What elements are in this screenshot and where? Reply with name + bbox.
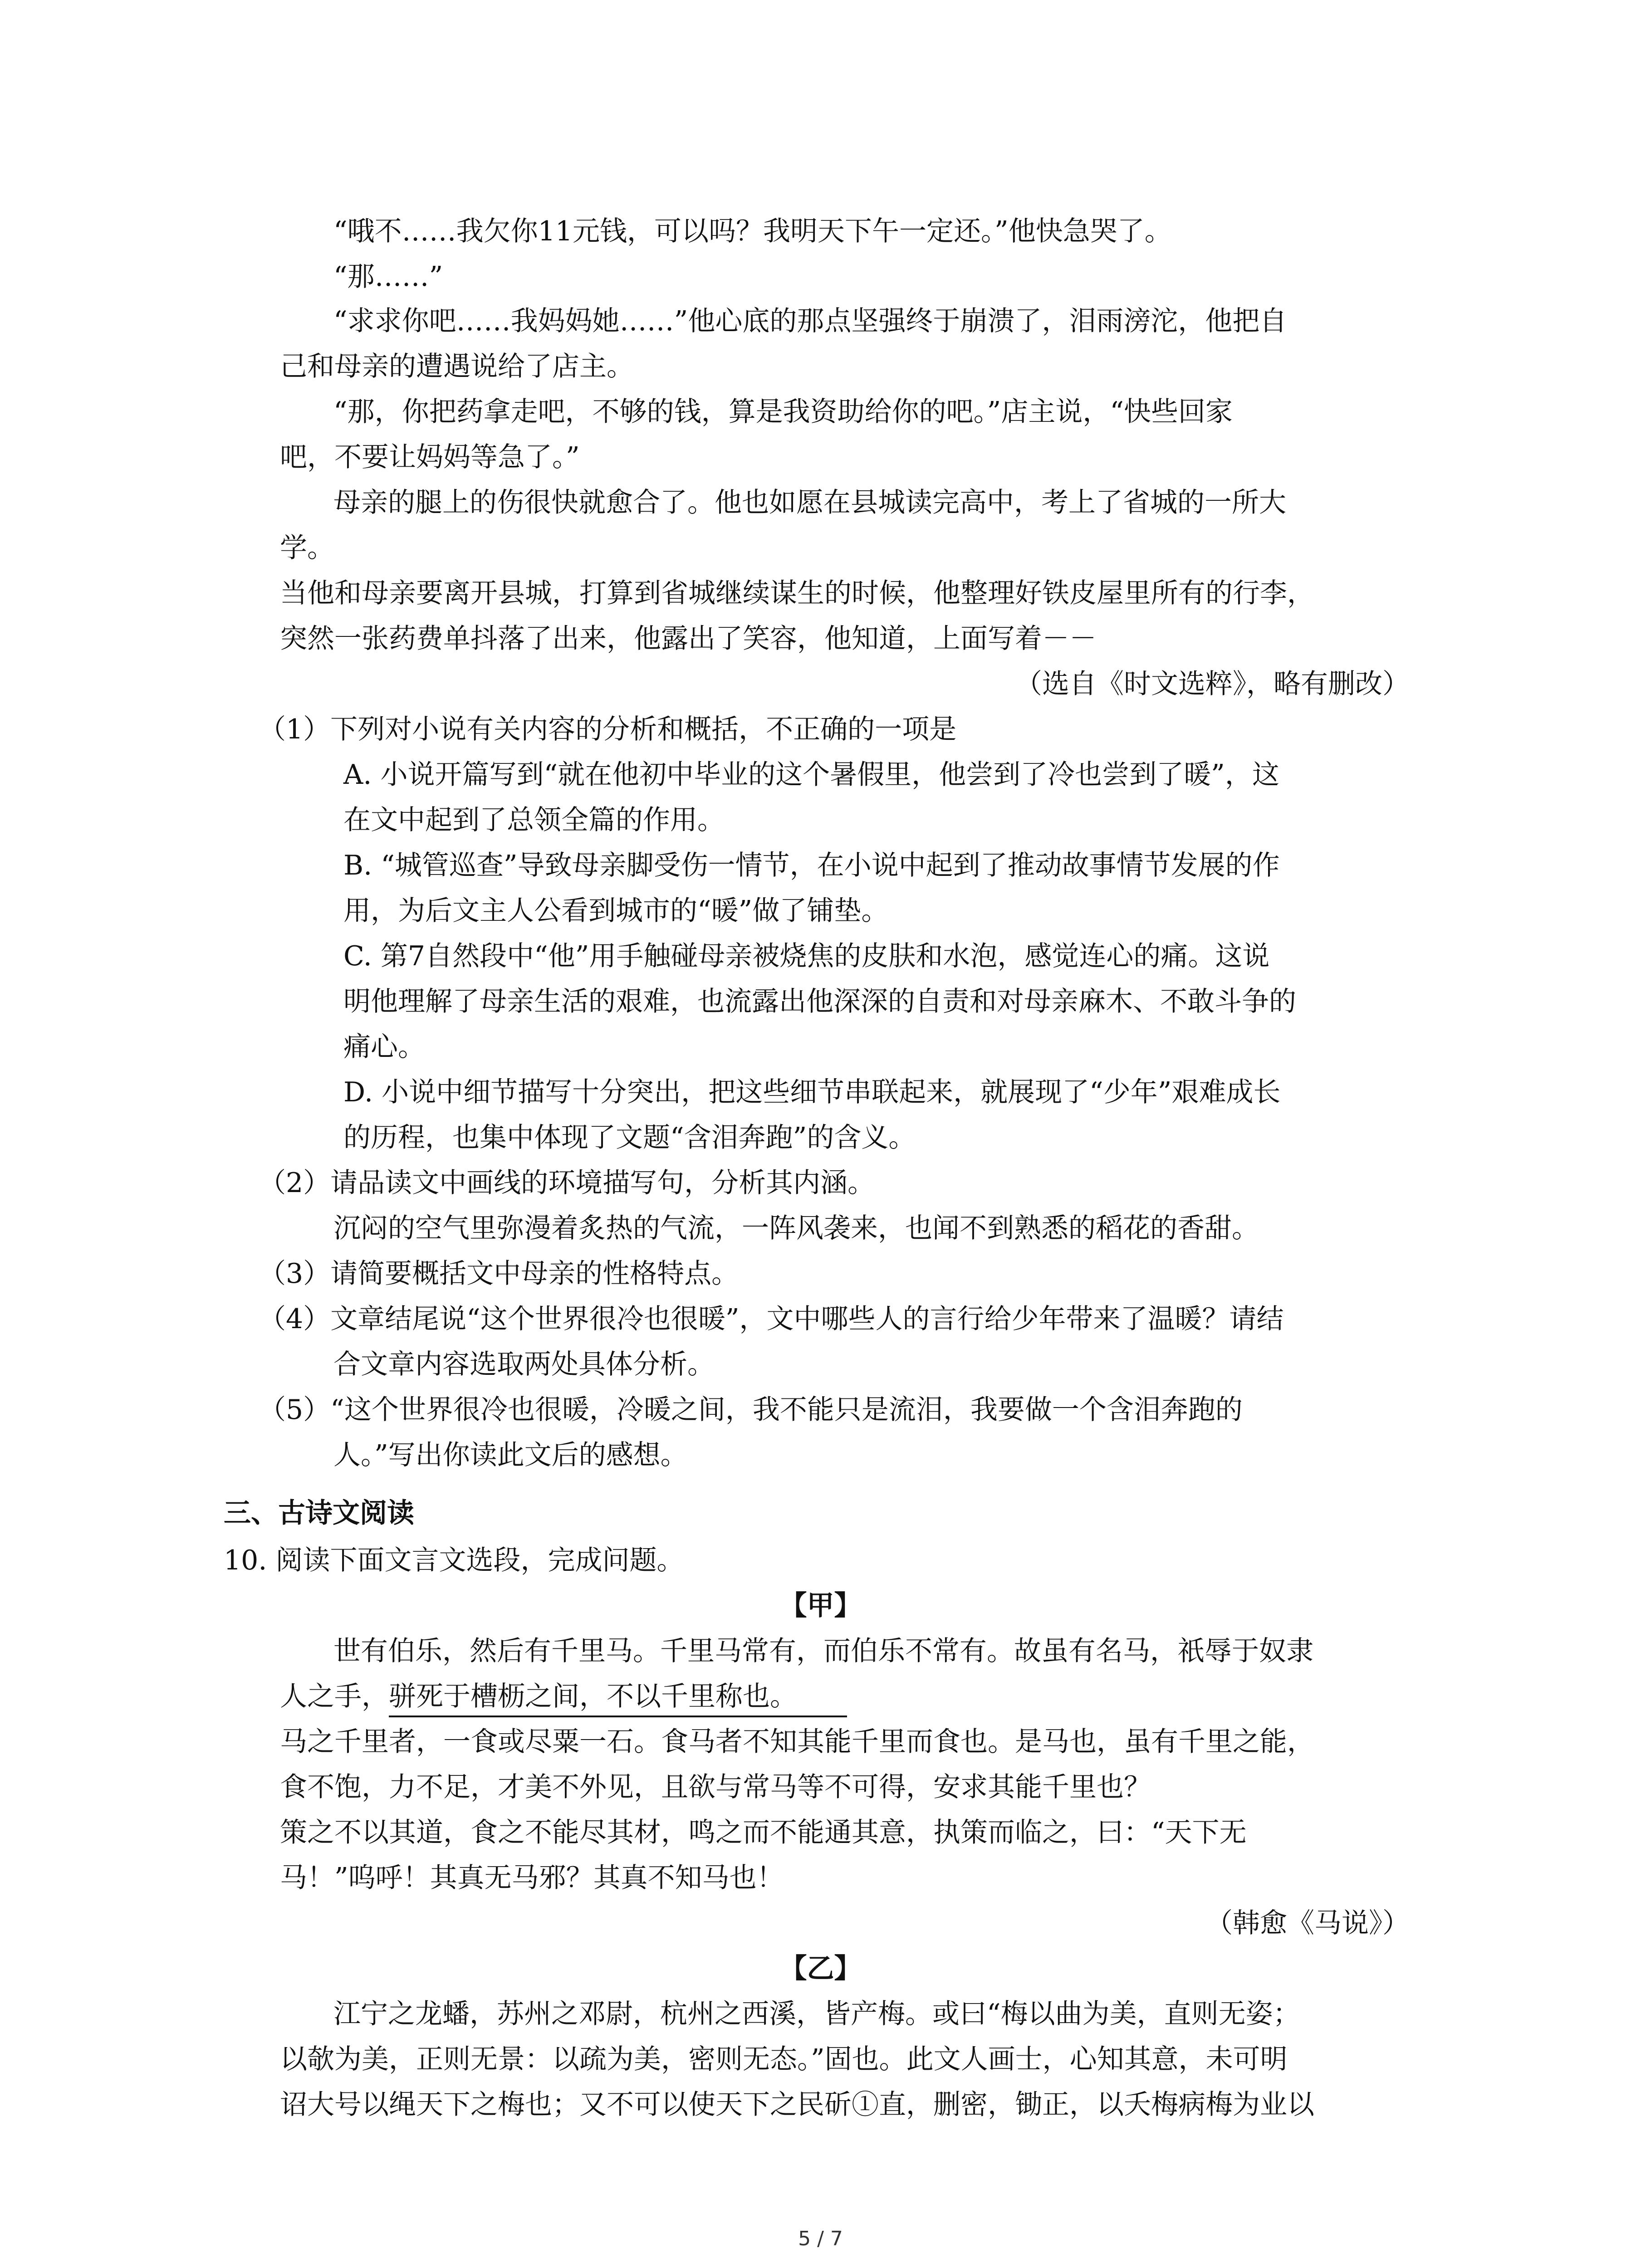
passage-jia-line-2-start: 人之手， <box>280 1681 389 1712</box>
question-1-option-d-line-1: D. 小说中细节描写十分突出，把这些细节串联起来，就展现了“少年”艰难成长 <box>343 1076 1281 1108</box>
passage-jia-line-4: 食不饱，力不足，才美不外见，且欲与常马等不可得，安求其能千里也？ <box>280 1771 1151 1803</box>
question-2-quote: 沉闷的空气里弥漫着炙热的气流，一阵风袭来，也闻不到熟悉的稻花的香甜。 <box>333 1212 1259 1244</box>
passage-yi-line-2: 以欹为美，正则无景：以疏为美，密则无态。”固也。此文人画士，心知其意，未可明 <box>280 2043 1288 2075</box>
passage-jia-line-3: 马之千里者，一食或尽粟一石。食马者不知其能千里而食也。是马也，虽有千里之能， <box>280 1726 1314 1758</box>
question-4-line-2: 合文章内容选取两处具体分析。 <box>333 1349 715 1380</box>
question-5-line-1: （5）“这个世界很冷也很暖，冷暖之间，我不能只是流泪，我要做一个含泪奔跑的 <box>259 1394 1243 1426</box>
underline-rule <box>389 1716 847 1717</box>
story-paragraph-6-line-2: 突然一张药费单抖落了出来，他露出了笑容，他知道，上面写着－－ <box>280 623 1097 655</box>
story-paragraph-6-line-1: 当他和母亲要离开县城，打算到省城继续谋生的时候，他整理好铁皮屋里所有的行李， <box>280 577 1314 609</box>
section-heading: 三、古诗文阅读 <box>224 1497 414 1529</box>
passage-jia-line-6: 马！”呜呼！其真无马邪？其真不知马也！ <box>280 1862 784 1894</box>
passage-yi-line-3: 诏大号以绳天下之梅也；又不可以使天下之民斫①直，删密，锄正，以夭梅病梅为业以 <box>280 2089 1314 2121</box>
story-paragraph-3-line-1: “求求你吧……我妈妈她……”他心底的那点坚强终于崩溃了，泪雨滂沱，他把自 <box>333 305 1287 337</box>
passage-jia-line-2 <box>280 1678 797 1715</box>
question-1-option-c-line-3: 痛心。 <box>343 1031 425 1063</box>
question-10-prompt: 10. 阅读下面文言文选段，完成问题。 <box>224 1545 684 1576</box>
question-1-option-a-line-1: A. 小说开篇写到“就在他初中毕业的这个暑假里，他尝到了冷也尝到了暖”，这 <box>343 759 1279 791</box>
question-1-option-d-line-2: 的历程，也集中体现了文题“含泪奔跑”的含义。 <box>343 1122 916 1154</box>
story-source: （选自《时文选粹》，略有删改） <box>1015 668 1410 700</box>
story-paragraph-2: “那……” <box>333 261 443 293</box>
story-paragraph-4-line-2: 吧，不要让妈妈等急了。” <box>280 441 580 473</box>
story-paragraph-5-line-1: 母亲的腿上的伤很快就愈合了。他也如愿在县城读完高中，考上了省城的一所大 <box>333 487 1286 518</box>
passage-jia-source: （韩愈《马说》） <box>1205 1907 1410 1939</box>
passage-yi-label: 【乙】 <box>779 1953 862 1984</box>
passage-jia-line-5: 策之不以其道，食之不能尽其材，鸣之而不能通其意，执策而临之，曰：“天下无 <box>280 1817 1247 1848</box>
story-paragraph-4-line-1: “那，你把药拿走吧，不够的钱，算是我资助给你的吧。”店主说，“快些回家 <box>333 396 1233 428</box>
story-paragraph-1: “哦不……我欠你11元钱，可以吗？我明天下午一定还。”他快急哭了。 <box>333 215 1172 247</box>
question-5-line-2: 人。”写出你读此文后的感想。 <box>333 1439 688 1471</box>
passage-jia-line-1: 世有伯乐，然后有千里马。千里马常有，而伯乐不常有。故虽有名马，祇辱于奴隶 <box>333 1635 1313 1667</box>
question-3: （3）请简要概括文中母亲的性格特点。 <box>259 1258 739 1290</box>
page-number: 5 / 7 <box>798 2227 843 2250</box>
passage-yi-line-1: 江宁之龙蟠，苏州之邓尉，杭州之西溪，皆产梅。或曰“梅以曲为美，直则无姿； <box>333 1998 1300 2030</box>
question-2: （2）请品读文中画线的环境描写句，分析其内涵。 <box>259 1167 875 1199</box>
passage-jia-label: 【甲】 <box>779 1590 862 1622</box>
question-1-option-c-line-1: C. 第7自然段中“他”用手触碰母亲被烧焦的皮肤和水泡，感觉连心的痛。这说 <box>343 940 1270 972</box>
question-1-option-c-line-2: 明他理解了母亲生活的艰难，也流露出他深深的自责和对母亲麻木、不敢斗争的 <box>343 986 1296 1017</box>
question-1-option-a-line-2: 在文中起到了总领全篇的作用。 <box>343 804 725 836</box>
story-paragraph-3-line-2: 己和母亲的遭遇说给了店主。 <box>280 351 634 382</box>
question-1-option-b-line-1: B. “城管巡查”导致母亲脚受伤一情节，在小说中起到了推动故事情节发展的作 <box>343 850 1280 881</box>
question-4-line-1: （4）文章结尾说“这个世界很冷也很暖”，文中哪些人的言行给少年带来了温暖？请结 <box>259 1303 1284 1335</box>
question-1: （1）下列对小说有关内容的分析和概括，不正确的一项是 <box>259 714 957 745</box>
question-1-option-b-line-2: 用，为后文主人公看到城市的“暖”做了铺垫。 <box>343 895 889 927</box>
underlined-sentence: 骈死于槽枥之间，不以千里称也。 <box>389 1681 797 1712</box>
story-paragraph-5-line-2: 学。 <box>280 532 334 564</box>
